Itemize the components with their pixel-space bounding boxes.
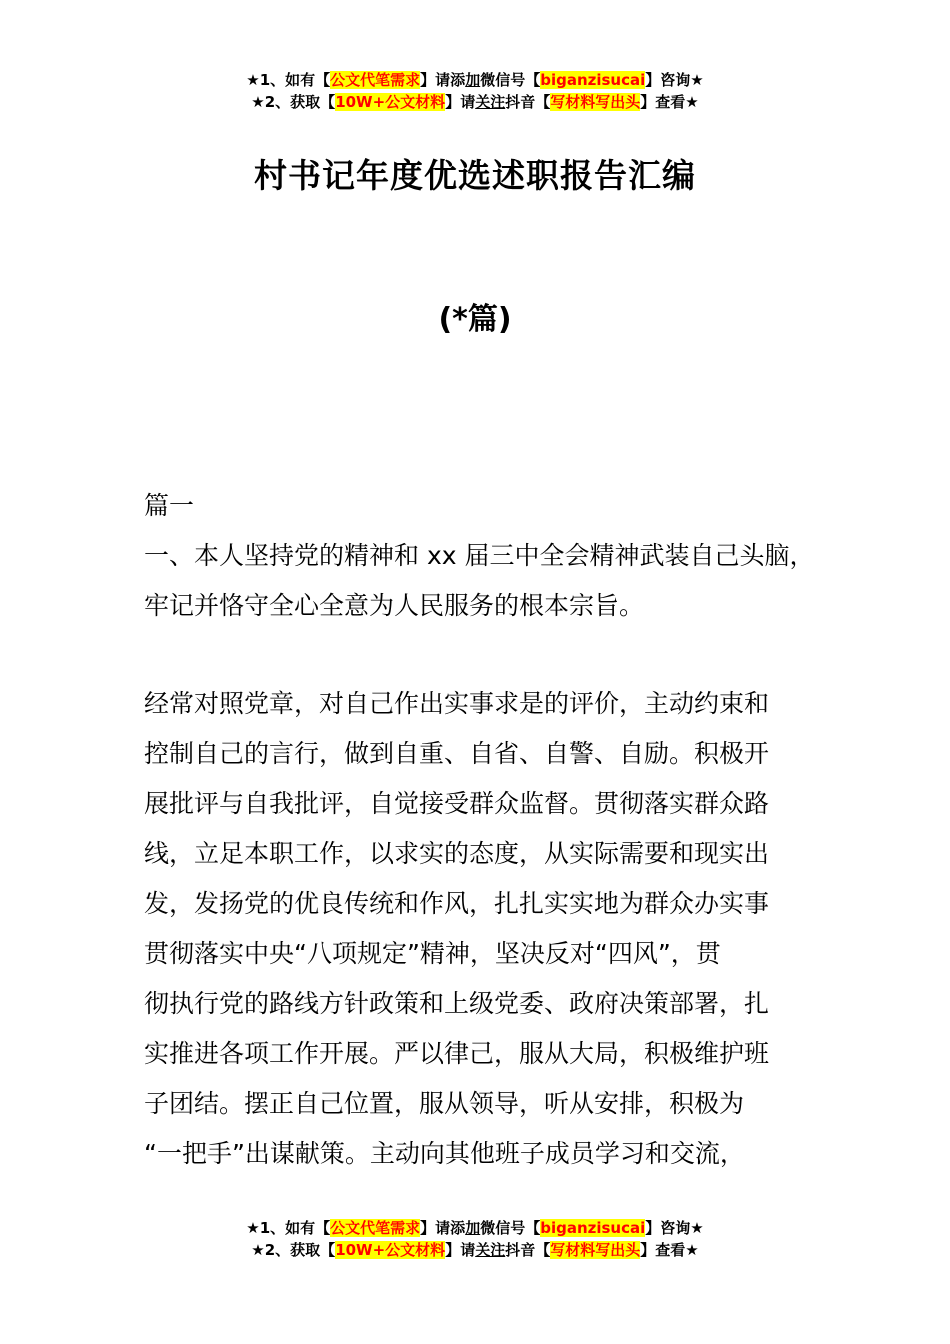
paragraph-2 — [144, 679, 844, 1179]
paragraph-line: 实推进各项工作开展。严以律己，服从大局，积极维护班 — [144, 1039, 770, 1068]
banner-highlight-douyin: 写材料写出头 — [550, 1241, 641, 1259]
paragraph-line: 贯彻落实中央“八项规定”精神，坚决反对“四风”，贯 — [144, 939, 721, 968]
banner-highlight: 公文代笔需求 — [330, 71, 421, 89]
banner-highlight: 10W+公文材料 — [335, 93, 446, 111]
banner-line-1 — [0, 69, 950, 91]
banner-highlight: 公文代笔需求 — [330, 1219, 421, 1237]
banner-text: 抖音【 — [505, 1241, 551, 1259]
banner-text: 】请添 — [420, 1219, 466, 1237]
banner-text: ★2、获取【 — [251, 1241, 336, 1259]
banner-text: 】请 — [445, 93, 476, 111]
document-subtitle: (*篇) — [438, 302, 512, 337]
paragraph-line: 展批评与自我批评，自觉接受群众监督。贯彻落实群众路 — [144, 789, 770, 818]
paragraph-line: 发，发扬党的优良传统和作风，扎扎实实地为群众办实事 — [144, 889, 770, 918]
banner-line-2 — [0, 1239, 950, 1261]
banner-text: 】查看★ — [640, 93, 699, 111]
banner-highlight-douyin: 写材料写出头 — [550, 93, 641, 111]
paragraph-line: 控制自己的言行，做到自重、自省、自警、自励。积极开 — [144, 739, 770, 768]
paragraph-line: 子团结。摆正自己位置，服从领导，听从安排，积极为 — [144, 1089, 745, 1118]
footer-banner — [0, 1217, 950, 1261]
paragraph-line: 牢记并恪守全心全意为人民服务的根本宗旨。 — [144, 591, 645, 620]
banner-text: 】请 — [445, 1241, 476, 1259]
banner-line-2 — [0, 91, 950, 113]
paragraph-line: 经常对照党章，对自己作出实事求是的评价，主动约束和 — [144, 689, 770, 718]
banner-text: ★1、如有【 — [246, 1219, 331, 1237]
banner-highlight: 10W+公文材料 — [335, 1241, 446, 1259]
banner-underline: 加 — [465, 71, 481, 89]
banner-text: 】咨询★ — [645, 1219, 704, 1237]
banner-line-1 — [0, 1217, 950, 1239]
banner-text: 】咨询★ — [645, 71, 704, 89]
banner-text: 抖音【 — [505, 93, 551, 111]
paragraph-1 — [144, 531, 844, 631]
paragraph-line: 一、本人坚持党的精神和 xx 届三中全会精神武装自己头脑， — [144, 541, 815, 570]
banner-text: 微信号【 — [480, 1219, 541, 1237]
paragraph-line: “一把手”出谋献策。主动向其他班子成员学习和交流， — [144, 1139, 745, 1168]
banner-text: ★1、如有【 — [246, 71, 331, 89]
document-title: 村书记年度优选述职报告汇编 — [254, 156, 696, 195]
banner-underline: 加 — [465, 1219, 481, 1237]
banner-highlight-wechat: biganzisucai — [540, 1219, 646, 1237]
banner-text: 微信号【 — [480, 71, 541, 89]
header-banner — [0, 69, 950, 113]
paragraph-line: 线，立足本职工作，以求实的态度，从实际需要和现实出 — [144, 839, 770, 868]
section-label: 篇一 — [144, 491, 195, 520]
banner-text: 】查看★ — [640, 1241, 699, 1259]
banner-text: ★2、获取【 — [251, 93, 336, 111]
banner-underline: 关注 — [475, 1241, 506, 1259]
paragraph-line: 彻执行党的路线方针政策和上级党委、政府决策部署，扎 — [144, 989, 770, 1018]
banner-text: 】请添 — [420, 71, 466, 89]
banner-underline: 关注 — [475, 93, 506, 111]
banner-highlight-wechat: biganzisucai — [540, 71, 646, 89]
